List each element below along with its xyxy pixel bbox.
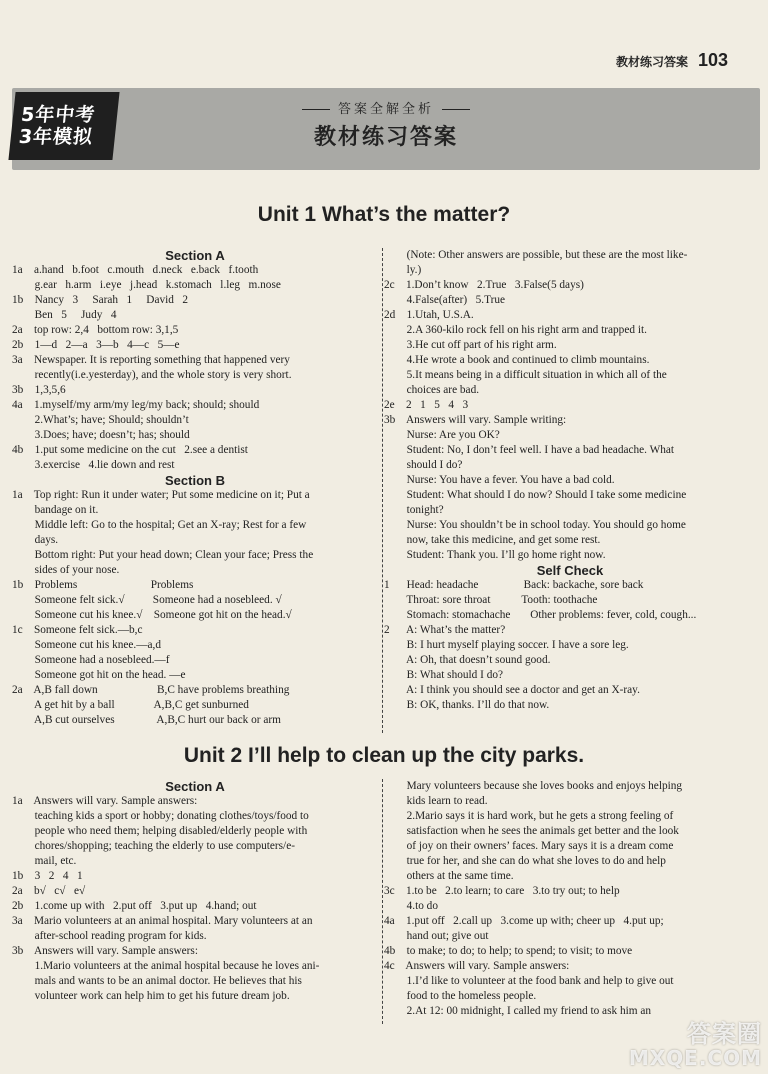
answer-line: 1a a.hand b.foot c.mouth d.neck e.back f.tooth (12, 264, 259, 276)
answer-line: of joy on their owners’ faces. Mary says it is a dream come (384, 840, 674, 852)
watermark (629, 1022, 762, 1070)
header-title: 教材练习答案 (615, 55, 688, 69)
answer-line: 2.What’s; have; Should; shouldn’t (12, 414, 189, 426)
answer-line: others at the same time. (384, 870, 514, 882)
answer-line: B: I hurt myself playing soccer. I have a sore leg. (384, 639, 629, 651)
answer-line: should I do? (384, 459, 463, 471)
answer-line: 3.He cut off part of his right arm. (384, 339, 557, 351)
answer-line: 3.exercise 4.lie down and rest (12, 459, 175, 471)
section-heading: Self Check (536, 563, 604, 578)
page-header (616, 50, 728, 71)
answer-line: Mary volunteers because she loves books and enjoys helping (384, 780, 683, 792)
answer-line: Someone cut his knee.—a,d (12, 639, 162, 651)
answer-line: 4.to do (384, 900, 438, 912)
answer-line: Nurse: You have a fever. You have a bad cold. (384, 474, 615, 486)
answer-line: Bottom right: Put your head down; Clean your face; Press the (12, 549, 314, 561)
answer-line: Someone felt sick.√ Someone had a nosebleed. √ (12, 594, 282, 606)
answer-line: 1.I’d like to volunteer at the food bank and help to give out (384, 975, 674, 987)
answer-line: 2a top row: 2,4 bottom row: 3,1,5 (12, 324, 179, 336)
section-heading: Section A (165, 779, 225, 794)
answer-line: Ben 5 Judy 4 (12, 309, 117, 321)
answer-line: 3b 1,3,5,6 (12, 384, 66, 396)
unit2-right-column (384, 779, 756, 1019)
dash-left (302, 109, 330, 110)
watermark-line: MXQE.COM (628, 1046, 762, 1070)
page-number: 103 (697, 50, 728, 70)
answer-line: 4c Answers will vary. Sample answers: (384, 960, 570, 972)
answer-line: A: Oh, that doesn’t sound good. (384, 654, 551, 666)
logo-line-2: 3年模拟 (17, 126, 95, 148)
answer-line: 1b 3 2 4 1 (12, 870, 83, 882)
unit1-title: Unit 1 What’s the matter? (257, 203, 511, 226)
answer-line: teaching kids a sport or hobby; donating clothes/toys/food to (12, 810, 309, 822)
answer-line: 2c 1.Don’t know 2.True 3.False(5 days) (384, 279, 584, 291)
unit2-title: Unit 2 I’ll help to clean up the city parks. (183, 744, 585, 767)
answer-line: tonight? (384, 504, 444, 516)
answer-line: Someone got hit on the head. —e (12, 669, 186, 681)
column-divider-1 (382, 248, 383, 733)
answer-line: B: OK, thanks. I’ll do that now. (384, 699, 550, 711)
answer-line: 4.False(after) 5.True (384, 294, 506, 306)
answer-line: Nurse: Are you OK? (384, 429, 500, 441)
answer-line: Someone cut his knee.√ Someone got hit on the head.√ (12, 609, 292, 621)
answer-line: Someone had a nosebleed.—f (12, 654, 170, 666)
answer-line: (Note: Other answers are possible, but these are the most like- (384, 249, 688, 261)
answer-line: 5.It means being in a difficult situation in which all of the (384, 369, 667, 381)
answer-line: mals and wants to be an animal doctor. He believes that his (12, 975, 302, 987)
answer-line: 3a Mario volunteers at an animal hospital. Mary volunteers at an (12, 915, 313, 927)
answer-line: 2.A 360-kilo rock fell on his right arm and trapped it. (384, 324, 647, 336)
answer-line: A: I think you should see a doctor and get an X-ray. (384, 684, 640, 696)
answer-line: chores/shopping; teaching the elderly to use computers/e- (12, 840, 295, 852)
answer-line: days. (12, 534, 59, 546)
answer-line: 4b 1.put some medicine on the cut 2.see a dentist (12, 444, 248, 456)
answer-line: recently(i.e.yesterday), and the whole story is very short. (12, 369, 292, 381)
answer-line: 1.Mario volunteers at the animal hospital because he loves ani- (12, 960, 320, 972)
answer-line: bandage on it. (12, 504, 99, 516)
answer-line: choices are bad. (384, 384, 480, 396)
answer-line: 2.Mario says it is hard work, but he gets a strong feeling of (384, 810, 674, 822)
answer-line: Student: Thank you. I’ll go home right now. (384, 549, 606, 561)
answer-line: 3b Answers will vary. Sample answers: (12, 945, 198, 957)
answer-line: mail, etc. (12, 855, 77, 867)
answer-line: Throat: sore throat Tooth: toothache (384, 594, 598, 606)
answer-line: 1b Problems Problems (12, 579, 194, 591)
answer-line: 1b Nancy 3 Sarah 1 David 2 (12, 294, 189, 306)
answer-line: volunteer work can help him to get his future dream job. (12, 990, 290, 1002)
logo-line-1: 5年中考 (20, 104, 97, 126)
answer-line: now, take this medicine, and get some rest. (384, 534, 601, 546)
answer-line: Middle left: Go to the hospital; Get an X-ray; Rest for a few (12, 519, 307, 531)
answer-line: true for her, and she can do what she loves to do and help (384, 855, 666, 867)
answer-line: after-school reading program for kids. (12, 930, 207, 942)
banner-subtitle: 答案全解全析 (337, 102, 434, 117)
answer-line: 2e 2 1 5 4 3 (384, 399, 469, 411)
answer-line: 3c 1.to be 2.to learn; to care 3.to try out; to help (384, 885, 620, 897)
answer-line: 1a Answers will vary. Sample answers: (12, 795, 198, 807)
answer-line: 3.Does; have; doesn’t; has; should (12, 429, 190, 441)
answer-line: 1 Head: headache Back: backache, sore back (384, 579, 644, 591)
answer-line: kids learn to read. (384, 795, 488, 807)
answer-line: 4a 1.put off 2.call up 3.come up with; cheer up 4.put up; (384, 915, 664, 927)
banner-title: 教材练习答案 (313, 125, 458, 150)
answer-line: 2.At 12: 00 midnight, I called my friend to ask him an (384, 1005, 652, 1017)
answer-line: A get hit by a ball A,B,C get sunburned (12, 699, 249, 711)
answer-line: Nurse: You shouldn’t be in school today. You should go home (384, 519, 686, 531)
answer-line: Student: No, I don’t feel well. I have a bad headache. What (384, 444, 675, 456)
dash-right (442, 109, 470, 110)
watermark-line: 答案圈 (687, 1020, 762, 1048)
answer-line: sides of your nose. (12, 564, 120, 576)
column-divider-2 (382, 779, 383, 1024)
answer-line: food to the homeless people. (384, 990, 537, 1002)
answer-line: 3b Answers will vary. Sample writing: (384, 414, 567, 426)
unit1-left-column (12, 248, 378, 728)
answer-line: B: What should I do? (384, 669, 504, 681)
section-heading: Section B (165, 473, 225, 488)
answer-line: 4a 1.myself/my arm/my leg/my back; should; should (12, 399, 260, 411)
answer-line: 2b 1.come up with 2.put off 3.put up 4.hand; out (12, 900, 257, 912)
answer-line: A,B cut ourselves A,B,C hurt our back or arm (12, 714, 281, 726)
banner-subtitle-row (12, 98, 760, 117)
answer-line: satisfaction when he sees the animals get better and the look (384, 825, 679, 837)
unit2-left-column (12, 779, 378, 1004)
answer-line: g.ear h.arm i.eye j.head k.stomach l.leg m.nose (12, 279, 281, 291)
answer-line: 4.He wrote a book and continued to climb mountains. (384, 354, 650, 366)
answer-line: 2b 1—d 2—a 3—b 4—c 5—e (12, 339, 180, 351)
section-heading: Section A (165, 248, 225, 263)
answer-line: 4b to make; to do; to help; to spend; to visit; to move (384, 945, 633, 957)
answer-line: 2 A: What’s the matter? (384, 624, 506, 636)
unit1-right-column (384, 248, 756, 713)
answer-line: hand out; give out (384, 930, 489, 942)
answer-line: 1a Top right: Run it under water; Put some medicine on it; Put a (12, 489, 310, 501)
answer-line: Stomach: stomachache Other problems: fever, cold, cough... (384, 609, 697, 621)
answer-line: 2a A,B fall down B,C have problems breathing (12, 684, 290, 696)
answer-line: 3a Newspaper. It is reporting something that happened very (12, 354, 290, 366)
answer-line: 1c Someone felt sick.—b,c (12, 624, 143, 636)
answer-line: people who need them; helping disabled/elderly people with (12, 825, 308, 837)
answer-line: Student: What should I do now? Should I take some medicine (384, 489, 687, 501)
answer-line: 2d 1.Utah, U.S.A. (384, 309, 474, 321)
answer-line: 2a b√ c√ e√ (12, 885, 86, 897)
banner (12, 88, 760, 170)
answer-line: ly.) (384, 264, 422, 276)
